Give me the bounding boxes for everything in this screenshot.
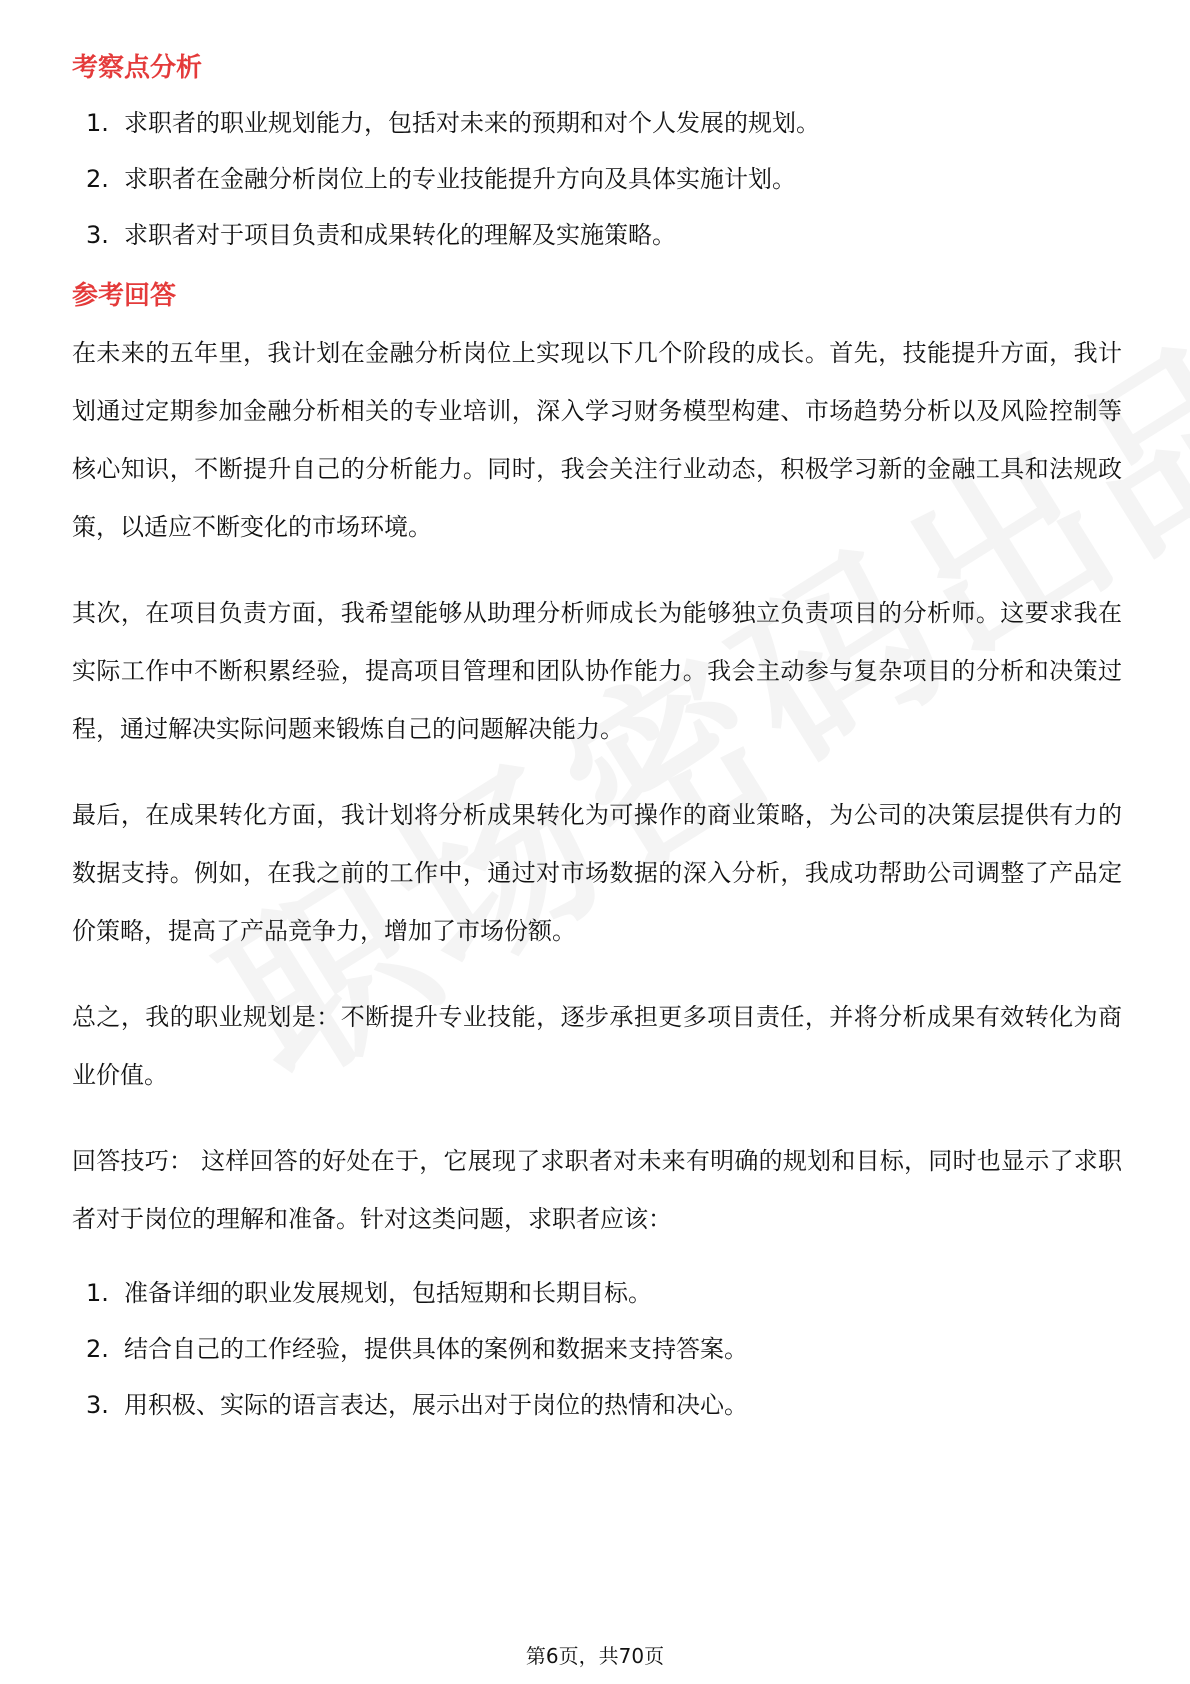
list-item: 1. 准备详细的职业发展规划，包括短期和长期目标。 [86,1279,652,1307]
page-content [72,50,1122,1444]
answer-heading: 参考回答 [72,281,177,311]
list-item: 3. 求职者对于项目负责和成果转化的理解及实施策略。 [86,221,676,249]
analysis-list [72,106,1122,252]
answer-paragraph: 总之，我的职业规划是：不断提升专业技能，逐步承担更多项目责任，并将分析成果有效转化为商业价值。 [72,1003,1122,1089]
tips-list [72,1276,1122,1422]
answer-paragraph: 在未来的五年里，我计划在金融分析岗位上实现以下几个阶段的成长。首先，技能提升方面，我计划通过定期参加金融分析相关的专业培训，深入学习财务模型构建、市场趋势分析以及风险控制等核心知识，不断提升自己的分析能力。同时，我会关注行业动态，积极学习新的金融工具和法规政策，以适应不断变化的市场环境。 [72,339,1122,541]
answer-paragraph: 其次，在项目负责方面，我希望能够从助理分析师成长为能够独立负责项目的分析师。这要求我在实际工作中不断积累经验，提高项目管理和团队协作能力。我会主动参与复杂项目的分析和决策过程，通过解决实际问题来锻炼自己的问题解决能力。 [72,599,1122,743]
list-item: 1. 求职者的职业规划能力，包括对未来的预期和对个人发展的规划。 [86,109,820,137]
list-item: 2. 求职者在金融分析岗位上的专业技能提升方向及具体实施计划。 [86,165,796,193]
analysis-heading: 考察点分析 [72,53,203,83]
list-item: 2. 结合自己的工作经验，提供具体的案例和数据来支持答案。 [86,1335,748,1363]
tips-intro: 回答技巧： 这样回答的好处在于，它展现了求职者对未来有明确的规划和目标，同时也显示了求职者对于岗位的理解和准备。针对这类问题，求职者应该： [72,1147,1122,1233]
page-number: 第6页，共70页 [525,1644,665,1668]
answer-paragraph: 最后，在成果转化方面，我计划将分析成果转化为可操作的商业策略，为公司的决策层提供有力的数据支持。例如，在我之前的工作中，通过对市场数据的深入分析，我成功帮助公司调整了产品定价策略，提高了产品竞争力，增加了市场份额。 [72,801,1122,945]
list-item: 3. 用积极、实际的语言表达，展示出对于岗位的热情和决心。 [86,1391,748,1419]
